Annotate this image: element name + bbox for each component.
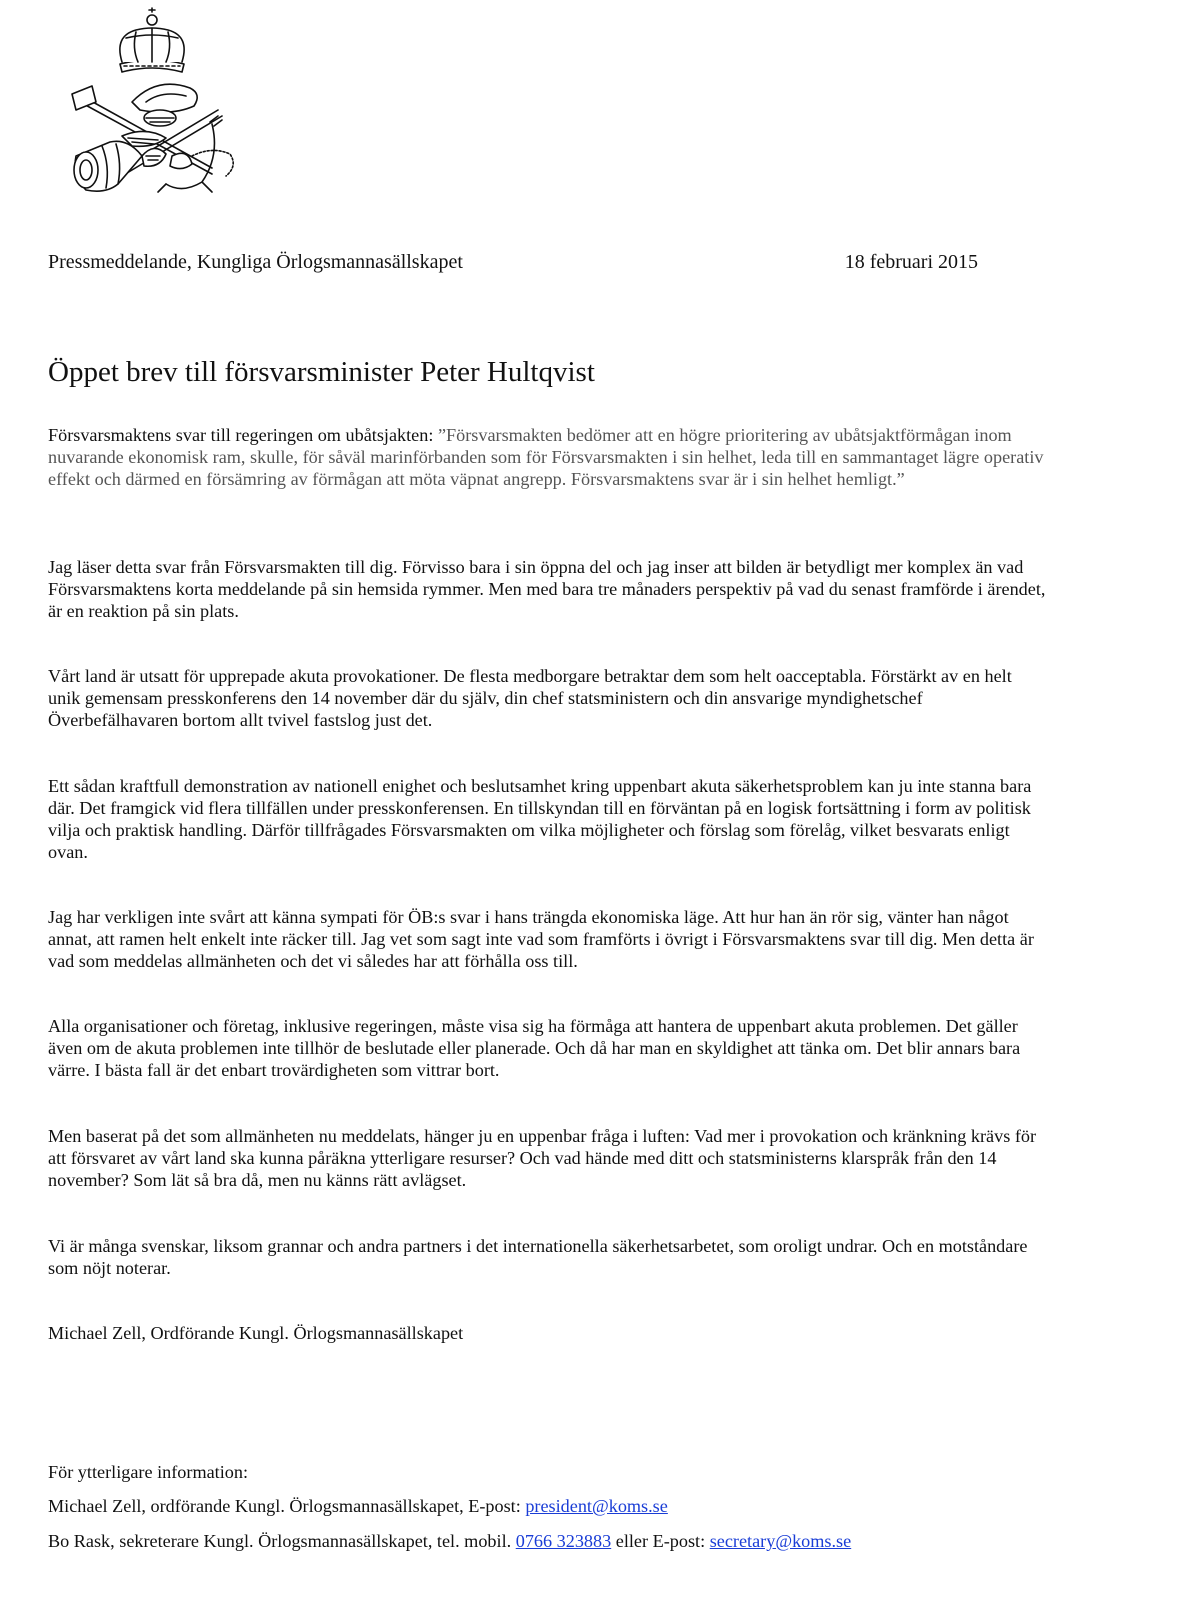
intro-quote: ”Försvarsmakten bedömer att en högre prioritering av ubåtsjaktförmågan inom nuvarande ekonomisk ram, skulle, för såväl marinförbanden som för Försvarsmakten i sin helhet, leda till en sammantaget lägre operativ effekt och därmed en försämring av förmågan att möta väpnat angrepp. Försvarsmaktens svar är i sin helhet hemligt.” — [48, 425, 1044, 489]
body-paragraph: Ett sådan kraftfull demonstration av nationell enighet och beslutsamhet kring uppenbart akuta säkerhetsproblem kan ju inte stanna bara där. Det framgick vid flera tillfällen under presskonferensen. En tillskyndan till en förväntan på en logisk fortsättning i form av politisk vilja och praktisk handling. Därför tillfrågades Försvarsmakten om vilka möjligheter och förslag som förelåg, vilket besvarats enligt ovan. — [48, 776, 1032, 862]
intro-paragraph — [48, 424, 1048, 490]
contact-line-secretary — [48, 1530, 851, 1552]
body-paragraph: Men baserat på det som allmänheten nu meddelats, hänger ju en uppenbar fråga i luften: Vad mer i provokation och kränkning krävs för att försvaret av vårt land ska kunna påräkna ytterligare resurser? Och vad hände med ditt och statsministerns klarspråk från den 14 november? Som lät så bra då, men nu känns rätt avlägset. — [48, 1126, 1037, 1190]
crown-anchor-cannon-emblem-icon — [62, 6, 252, 198]
body-paragraph: Jag läser detta svar från Försvarsmakten till dig. Förvisso bara i sin öppna del och jag inser att bilden är betydligt mer komplex än vad Försvarsmaktens korta meddelande på sin hemsida rymmer. Men med bara tre månaders perspektiv på vad du senast framförde i ärendet, är en reaktion på sin plats. — [48, 557, 1046, 621]
secretary-email-link[interactable]: secretary@koms.se — [709, 1531, 852, 1551]
intro-lead: Försvarsmaktens svar till regeringen om ubåtsjakten: — [48, 425, 438, 445]
contact-line-secretary-mid: eller E-post: — [611, 1531, 710, 1551]
body-paragraph: Vårt land är utsatt för upprepade akuta provokationer. De flesta medborgare betraktar dem som helt oacceptabla. Förstärkt av en helt unik gemensam presskonferens den 14 november där du själv, din chef statsministern och din ansvarige myndighetschef Överbefälhavaren bortom allt tvivel fastslog just det. — [48, 666, 1012, 730]
secretary-phone-link[interactable]: 0766 323883 — [515, 1531, 612, 1551]
press-header — [48, 250, 978, 274]
contact-heading: För ytterligare information: — [48, 1462, 249, 1482]
press-release-label: Pressmeddelande, Kungliga Örlogsmannasällskapet — [48, 251, 463, 273]
body-paragraph: Alla organisationer och företag, inklusive regeringen, måste visa sig ha förmåga att hantera de uppenbart akuta problemen. Det gäller även om de akuta problemen inte tillhör de beslutade eller planerade. Och då har man en skyldighet att tänka om. Det blir annars bara värre. I bästa fall är det enbart trovärdigheten som vittrar bort. — [48, 1016, 1021, 1080]
body-paragraph: Vi är många svenskar, liksom grannar och andra partners i det internationella säkerhetsarbetet, som oroligt undrar. Och en motståndare som nöjt noterar. — [48, 1236, 1028, 1278]
release-date: 18 februari 2015 — [844, 251, 978, 273]
signature: Michael Zell, Ordförande Kungl. Örlogsmannasällskapet — [48, 1323, 464, 1343]
president-email-link[interactable]: president@koms.se — [525, 1496, 668, 1516]
body-paragraph: Jag har verkligen inte svårt att känna sympati för ÖB:s svar i hans trängda ekonomiska läge. Att hur han än rör sig, vänter han något annat, att ramen helt enkelt inte räcker till. Jag vet som sagt inte vad som framförts i övrigt i Försvarsmaktens svar till dig. Men detta är vad som meddelas allmänheten och det vi således har att förhålla oss till. — [48, 907, 1034, 971]
contact-line-president-text: Michael Zell, ordförande Kungl. Örlogsmannasällskapet, E-post: — [48, 1496, 526, 1516]
contact-line-secretary-text: Bo Rask, sekreterare Kungl. Örlogsmannasällskapet, tel. mobil. — [48, 1531, 516, 1551]
page-title: Öppet brev till försvarsminister Peter Hultqvist — [48, 356, 595, 388]
contact-line-president — [48, 1495, 668, 1517]
